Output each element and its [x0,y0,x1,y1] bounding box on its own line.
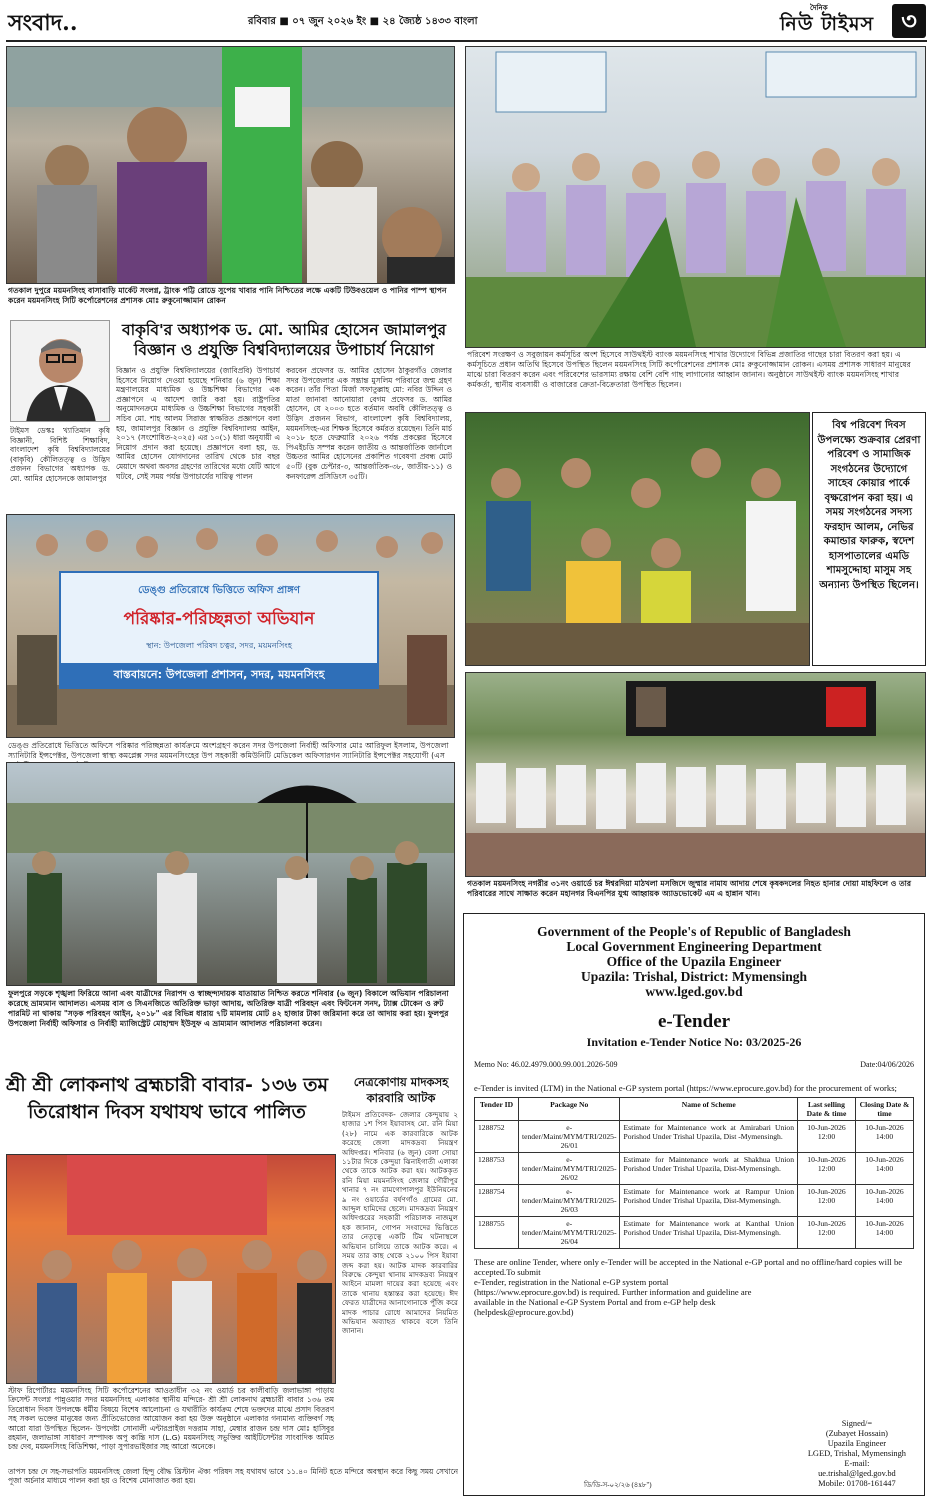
caption-tubewell: গতকাল দুপুরে ময়মনসিংহ বাসাবাড়ি মার্কেট সংলগ্ন, ট্রাংক পট্টি রোডে সুপেয় খাবার পানি নিশ্চিতের লক্ষে একটি টিউবওয়েল ও পানির পাম্প স্থাপন করেন ময়মনসিংহ সিটি কর্পোরেশনের প্রশাসক মোঃ রুকুনোজ্জামান রোকন [8,286,447,305]
plantation-text-box [812,412,926,666]
caption-doa-mahfil: গতকাল ময়মনসিংহ নগরীর ৩১নং ওয়ার্ডে চর ঈশ্বরদিয়া মাঠখলা মসজিদে জুম্মার নামায আদায় শেষে কৃষকদলের নিহত হানার দোয়া মাহফিলে ও তার পরিবারের সাথে সাক্ষাত করেন মহানগর বিএনপির যুগ্ম আহ্বায়ক অ্যাডভোকেট এম এ হান্নান খান। [467,879,912,898]
plantation-text: বিশ্ব পরিবেশ দিবস উপলক্ষ্যে শুক্রবার প্রেরণা পরিবেশ ও সামাজিক সংগঠনের উদ্যোগে সাহেব কোয়ার পার্কে বৃক্ষরোপন করা হয়। এ সময় সংগঠনের সদস্য ফরহাদ আলম, নেভির কমান্ডার ফারুক, স্বদেশ হাসপাতালের এমডি শামসুদ্দোহা মাসুম সহ অন্যান্য উপস্থিত ছিলেন। [817,420,921,591]
tender-web: www.lged.gov.bd [645,984,743,999]
caption-dengue-drive: ডেঙ্গু প্রতিরোধে ভিত্তিতে অফিসে পরিষ্কার পরিচ্ছন্নতা কার্যক্রমে অংশগ্রহণ করেন সদর উপজেলা নির্বাহী অফিসার মোঃ আরিফুল ইসলাম, উপজেলা স্যানিটারি ইন্সপেক্টর, উপজেলা স্বাস্থ্য কমপ্লেক্স সদর ময়মনসিংহের উপ সহকারী কমিউনিটি মেডিকেল অফিসারগন স্যানিটারি ইন্সপেক্টর সহযোগী (এস [8,741,449,760]
headline-loknath-line2: তিরোধান দিবস যথাযথ ভাবে পালিত [28,1101,306,1123]
headline-netrokona-line1: নেত্রকোণায় মাদকসহ [353,1075,449,1089]
photo-tubewell-art [7,47,455,284]
vc-sidebar-text: টাইমস ডেস্কঃ খ্যাতিমান কৃষি বিজ্ঞানী, বিশিষ্ট শিক্ষাবিদ, বাংলাদেশ কৃষি বিশ্ববিদ্যালয়ের (বাকৃবি) কৌলিতত্ত্ব ও উদ্ভিদ প্রজনন বিভাগের অধ্যাপক ড. মো. আমির হোসেনকে জামালপুর [10,426,110,483]
tender-title: e-Tender [657,1011,731,1032]
photo-mobile-court [6,762,455,986]
dengue-banner-line3: স্থান: উপজেলা পরিষদ চত্বর, সদর, ময়মনসিংহ [146,641,292,650]
headline-vc-line2: বিজ্ঞান ও প্রযুক্তি বিশ্ববিদ্যালয়ের উপাচার্য নিয়োগ [133,341,435,359]
dengue-banner-line2: পরিষ্কার-পরিচ্ছন্নতা অভিযান [123,609,315,629]
photo-tree-distribution [465,46,926,348]
headline-loknath [6,1072,336,1126]
photo-tree-art [466,47,926,348]
caption-tree-distribution: পরিবেশ সংরক্ষণ ও সবুজায়ন কর্মসূচির অংশ হিসেবে সাউথইস্ট ব্যাংক ময়মনসিংহ শাখার উদ্যোগে বিভিন্ন প্রজাতির গাছের চারা বিতরণ করা হয়। এ কর্মসূচিতে প্রধান অতিথি হিসেবে উপস্থিত ছিলেন ময়মনসিংহ সিটি কর্পোরেশনের প্রশাসক মোঃ রুকুনোজ্জামান রোকন। এসময় প্রশাসক সাধারণ মানুষের মাঝে চারা বিতরণ করেন এবং পরিবেশের ভারসাম্য রক্ষায় বেশি বেশি গাছ লাগানোর আহ্বান জানান। অনুষ্ঠানে সাউথইস্ট ব্যাংক ময়মনসিংহ শাখার কর্মকর্তা, স্থানীয় ব্যবসায়ী ও বাজারের ক্রেতা-বিক্রেতারা উপস্থিত ছিলেন। [467,350,911,389]
cell-sell: 10-Jun-2026 12:00 [798,1217,856,1249]
tender-dept: Local Government Engineering Department [566,939,822,954]
cell-package: e-tender/Maint/MYM/TRI/2025-26/04 [519,1217,620,1249]
cell-scheme: Estimate for Maintenance work at Shakhua Union Porishod Under Trishal Upazila, Dist-Mymensingh. [620,1153,798,1185]
tender-signature [808,1419,906,1489]
cell-close: 10-Jun-2026 14:00 [856,1217,914,1249]
cell-close: 10-Jun-2026 14:00 [856,1153,914,1185]
photo-court-art [7,763,455,986]
masthead-rule [6,40,927,42]
cell-id: 1288753 [475,1153,519,1185]
cell-close: 10-Jun-2026 14:00 [856,1121,914,1153]
photo-tubewell [6,46,455,284]
cell-scheme: Estimate for Maintenance work at Kanthal Union Porishod Under Trishal Upazila, Dist-Mymensingh. [620,1217,798,1249]
sign-line: (Zubayet Hossain) [825,1429,888,1438]
table-row [475,1185,914,1217]
tender-date: Date:04/06/2026 [860,1060,914,1069]
th-tender-id: Tender ID [475,1098,519,1121]
cell-sell: 10-Jun-2026 12:00 [798,1185,856,1217]
photo-vc-portrait [10,320,110,422]
section-title: সংবাদ.. [8,10,78,36]
sign-line: E-mail: [844,1459,870,1468]
tender-note1: These are online Tender, where only e-Tender will be accepted in the National e-GP portal and no offline/hard copies will be accepted.To submit [474,1257,903,1277]
photo-plantation-art [466,413,810,666]
cell-id: 1288752 [475,1121,519,1153]
cell-sell: 10-Jun-2026 12:00 [798,1153,856,1185]
page-number: ৩ [892,4,926,38]
story-vc-appointment [6,318,455,510]
dengue-banner-line1: ডেঙ্গু প্রতিরোধে ভিত্তিতে অফিস প্রাঙ্গণ [138,585,300,596]
tender-table [474,1097,914,1249]
headline-netrokona-line2: কারবারি আটক [366,1091,436,1105]
sign-line: LGED, Trishal, Mymensingh [807,1449,906,1458]
sign-line: Mobile: 01708-161447 [818,1479,896,1488]
tender-table-header [475,1098,914,1121]
tender-notice-no: Invitation e-Tender Notice No: 03/2025-26 [586,1035,802,1049]
headline-vc-line1: বাকৃবি'র অধ্যাপক ড. মো. আমির হোসেন জামালপুর [121,321,447,339]
th-package-no: Package No [519,1098,620,1121]
cell-id: 1288755 [475,1217,519,1249]
cell-package: e-tender/Maint/MYM/TRI/2025-26/02 [519,1153,620,1185]
caption-mobile-court: ফুলপুরে সড়কে শৃঙ্খলা ফিরিয়ে আনা এবং যাত্রীদের নিরাপদ ও স্বাচ্ছন্দ্যদায়ক যাতায়াত নিশ্চিত করতে শনিবার (৬ জুন) বিকালে অভিযান পরিচালনা করেছে ভ্রাম্যমান আদালত। এসময় বাস ও সিএনজিতে অতিরিক্ত ভাড়া আদায়, অতিরিক্ত যাত্রী পরিবহন এবং ফিটনেস সনদ, ট্যাক্স টোকেন ও রুট পারমিট না থাকায় "সড়ক পরিবহন আইন, ২০১৮" এর বিভিন্ন ধারায় ৭টি মামলায় মোট ৪২ হাজার টাকা জরিমানা করে তা আদায় করা হয়। ফুলপুর উপজেলা নির্বাহী অফিসার ও নির্বাহী ম্যাজিস্ট্রেট মোহাম্মদ ইউসুফ এ ভ্রাম্যমান আদালত পরিচালনা করেন। [8,989,449,1028]
table-row [475,1153,914,1185]
netrokona-body: টাইমস প্রতিবেদক- জেলার কেন্দুয়ায় ২ হাজার ১শ পিস ইয়াবাসহ মো. রনি মিয়া (২৮) নামে এক কারবারিকে আটক করেছে জেলা মাদকদ্রব্য নিয়ন্ত্রণ অধিদপ্তর। শনিবার (৬ জুন) বেলা সোয়া ১১টার দিকে কেন্দুয়া ঝিনাইগাতী এলাকা থেকে তাকে আটক করা হয়। আটককৃত রনি মিয়া ময়মনসিংহ জেলার গৌরীপুর থানার ৭ নং রামগোপালপুর ইউনিয়নের ৯ নং ওয়ার্ডের বর্ষণগাঁও গ্রামের মো. আব্দুল হামিদের ছেলে। মাদকদ্রব্য নিয়ন্ত্রণ অধিদপ্তরের সহকারী পরিচালক নাজমুল হক জানান, গোপন সংবাদের ভিত্তিতে তার নেতৃত্বে একটি টিম ঘটনাস্থলে অভিযান চালিয়ে তাকে আটক করে। এ সময় তার কাছ থেকে ২১০০ পিস ইয়াবা জব্দ করা হয়। আটক মাদক কারবারির বিরুদ্ধে কেন্দুয়া থানায় মাদকদ্রব্য নিয়ন্ত্রণ আইনে মামলা দায়ের করা হয়েছে এবং তাকে থানায় হস্তান্তর করা হয়েছে। ঈদ ফেরত যাত্রীদের আনাগোনাকে পুঁজি করে মাদক পাচার রোধে আমাদের নিয়মিত অভিযান অব্যাহত থাকবে বলে তিনি জানান। [342,1110,458,1336]
photo-dengue-drive [6,514,455,738]
vc-body-col2: করবেন প্রফেসর ড. আমির হোসেন ঠাকুরগাঁও জেলার সদর উপজেলার এক সম্ভ্রান্ত মুসলিম পরিবারে জন্ম গ্রহণ করেন। তাঁর পিতা মির্জা সফাতুল্লাহ মো: নবির উদ্দিন ও মাতা জানাবা আনোয়ারা বেগম প্রফেসর ড. আমির হোসেন, যে ২০০৩ হতে বর্তমান অবধি কৌলিতত্ত্ব ও উদ্ভিদ প্রজনন বিভাগ, বাংলাদেশ কৃষি বিশ্ববিদ্যালয়, ময়মনসিংহ-এর শিক্ষক হিসেবে কর্মরত রয়েছেন। তিনি মার্চ ২০১৮ হতে ফেব্রুয়ারি ২০২৬ পর্যন্ত প্রকল্পের হিসেবে পিএইচডি সম্পন্ন করেন জাতীয় ও আন্তর্জাতিক জার্নালে উচ্চতর আমির হোসেনের প্রকাশিত গবেষণা প্রবন্ধ মোট ৫০টি (বুক চেপ্টার-৩, আন্তর্জাতিক-৩৮, জাতীয়-১১) ও কনফারেন্স প্রসিডিংস ৩৫টি। [286,366,452,481]
cell-package: e-tender/Maint/MYM/TRI/2025-26/01 [519,1121,620,1153]
tender-header [464,924,924,999]
cell-package: e-tender/Maint/MYM/TRI/2025-26/03 [519,1185,620,1217]
headline-netrokona [342,1074,460,1106]
tender-memo-row [464,1060,924,1069]
table-row [475,1217,914,1249]
tender-upazila: Upazila: Trishal, District: Mymensingh [581,969,807,984]
cell-sell: 10-Jun-2026 12:00 [798,1121,856,1153]
tender-note2: e-Tender, registration in the National e-GP system portal (https://www.eprocure.gov.bd) is required. Further information and guideline are available in the National e-GP System Portal and from e-GP help desk (helpdesk@eprocure.gov.bd) [474,1277,752,1317]
dengue-banner-line4: বাস্তবায়নে: উপজেলা প্রশাসন, সদর, ময়মনসিংহ [61,663,377,687]
sign-line: Signed/= [841,1419,873,1428]
vc-portrait-art [11,321,110,422]
photo-plantation [465,412,810,666]
cell-scheme: Estimate for Maintenance work at Amirabari Union Porishod Under Trishal Upazila, Dist -Mymensingh. [620,1121,798,1153]
dengue-banner [59,571,379,689]
logo-small-text: দৈনিক [810,4,828,12]
tender-intro: e-Tender is invited (LTM) in the National e-GP system portal (https://www.eprocure.gov.bd) for the procurement of works; [474,1083,897,1093]
tender-memo: Memo No: 46.02.4979.000.99.001.2026-509 [474,1060,618,1069]
vc-body-col1: বিজ্ঞান ও প্রযুক্তি বিশ্ববিদ্যালয়ের (জাবিপ্রবি) উপাচার্য হিসেবে নিয়োগ দেওয়া হয়েছে শনিবার (৬ জুন) শিক্ষা মন্ত্রণালয়ের মাধ্যমিক ও উচ্চশিক্ষা বিভাগের এক প্রজ্ঞাপনে এ আদেশ জারি করা হয়। রাষ্ট্রপতির অনুমোদনক্রমে মাধ্যমিক ও উচ্চশিক্ষা বিভাগের সহকারী সচিব মো. শাহ আলম সিরাজ স্বাক্ষরিত প্রজ্ঞাপনে বলা হয়, জামালপুর বিজ্ঞান ও প্রযুক্তি বিশ্ববিদ্যালয় আইন, ২০১৭ (সংশোধিত-২০২৫) এর ১০(১) ধারা অনুযায়ী এ নিয়োগ প্রদান করা হয়েছে। প্রজ্ঞাপনে বলা হয়, ড. আমির হোসেন যোগদানের তারিখ থেকে চার বছর মেয়াদে অথবা অবসর গ্রহণের তারিখের মধ্যে যেটি আগে ঘটবে, সেই সময় পর্যন্ত উপাচার্যের দায়িত্ব পালন [116,366,280,481]
photo-loknath-art [7,1155,336,1384]
photo-doa-art [466,673,926,877]
cell-id: 1288754 [475,1185,519,1217]
th-closing: Closing Date & time [856,1098,914,1121]
tender-gov: Government of the People's of Republic of Bangladesh [537,924,851,939]
tender-office: Office of the Upazila Engineer [606,954,782,969]
loknath-body: স্টাফ রিপোর্টারঃ ময়মনসিংহ সিটি কর্পোরেশনের আওতাধীন ৩২ নং ওয়ার্ড চর কালীবাড়ি জলাভাঙ্গা পাড়ায় ক্রিসেন্ট সংলগ্ন পান্নুওয়ার সদর ময়মনসিংহ এলাকার স্থানীয় মন্দিরে- শ্রী শ্রী লোকনাথ ব্রহ্মচারী বাবার ১৩৬ তম তিরোধান দিবস উপলক্ষে ধর্মীয় বিষয়ে বিশেষ আলোচনা ও যথারীতি কার্যক্রম শেষে ভক্তদের মাঝে প্রসাদ বিতরণ সহ সকল ভক্তের মানুষের জন্য প্রীতিভোজের আয়োজন করা হয় উক্ত অনুষ্ঠানে এলাকার গন্যমান্য ব্যক্তিবর্গ সহ আরো যারা উপস্থিত ছিলেন- উপদেষ্টা সোনালী এন্টারপ্রাইজ দত্তরাম সাহা, মেম্বার রাজন চন্দ্র দাস মোঃ হাসিবুর রহমান, জলাভাঙ্গা সাধারণ সম্পাদক অপু কান্তি দাস (L.G) ময়মনসিংহ সভুক্তির আইটিসেন্টার সাংবাদিক অমিত চন্দ্র দেব, ময়মনসিংহ বিডিশিক্ষা, পাড়া সুপারভাইজার সহ আরো অনেকে। [8,1386,334,1452]
headline-vc [114,320,454,360]
tender-notice [463,913,925,1496]
loknath-tail: তাপস চন্দ্র দে সহ-সভাপতি ময়মনসিংহ জেলা হিন্দু বৌদ্ধ খ্রিস্টান ঐক্য পরিষদ সহ যথাযথ ভাবে ১১.৪০ মিনিট হতে মন্দিরে অবস্থান করে কিছু সময় সেখানে পূজা অর্চনার মাধ্যমে পালন করা হয় ও বিশেষ মোনাজাত করা হয়। [8,1467,458,1486]
tender-code: ডি/ডি-স-০২/২৬ (৪x৮") [584,1481,652,1489]
cell-scheme: Estimate for Maintenance work at Rampur Union Porishod Under Trishal Upazila, Dist-Mymensingh. [620,1185,798,1217]
sign-line: Upazila Engineer [827,1439,887,1448]
photo-loknath [6,1154,336,1384]
date-line: রবিবার ■ ০৭ জুন ২০২৬ ইং ■ ২৪ জ্যৈষ্ঠ ১৪৩৩ বাংলা [248,16,478,27]
photo-doa-mahfil [465,672,926,877]
sign-line: ue.trishal@lged.gov.bd [818,1469,896,1478]
newspaper-logo: নিউ টাইমস [780,13,875,35]
th-last-selling: Last selling Date & time [798,1098,856,1121]
headline-loknath-line1: শ্রী শ্রী লোকনাথ ব্রহ্মচারী বাবার- ১৩৬ তম [6,1074,328,1096]
th-scheme: Name of Scheme [620,1098,798,1121]
table-row [475,1121,914,1153]
cell-close: 10-Jun-2026 14:00 [856,1185,914,1217]
